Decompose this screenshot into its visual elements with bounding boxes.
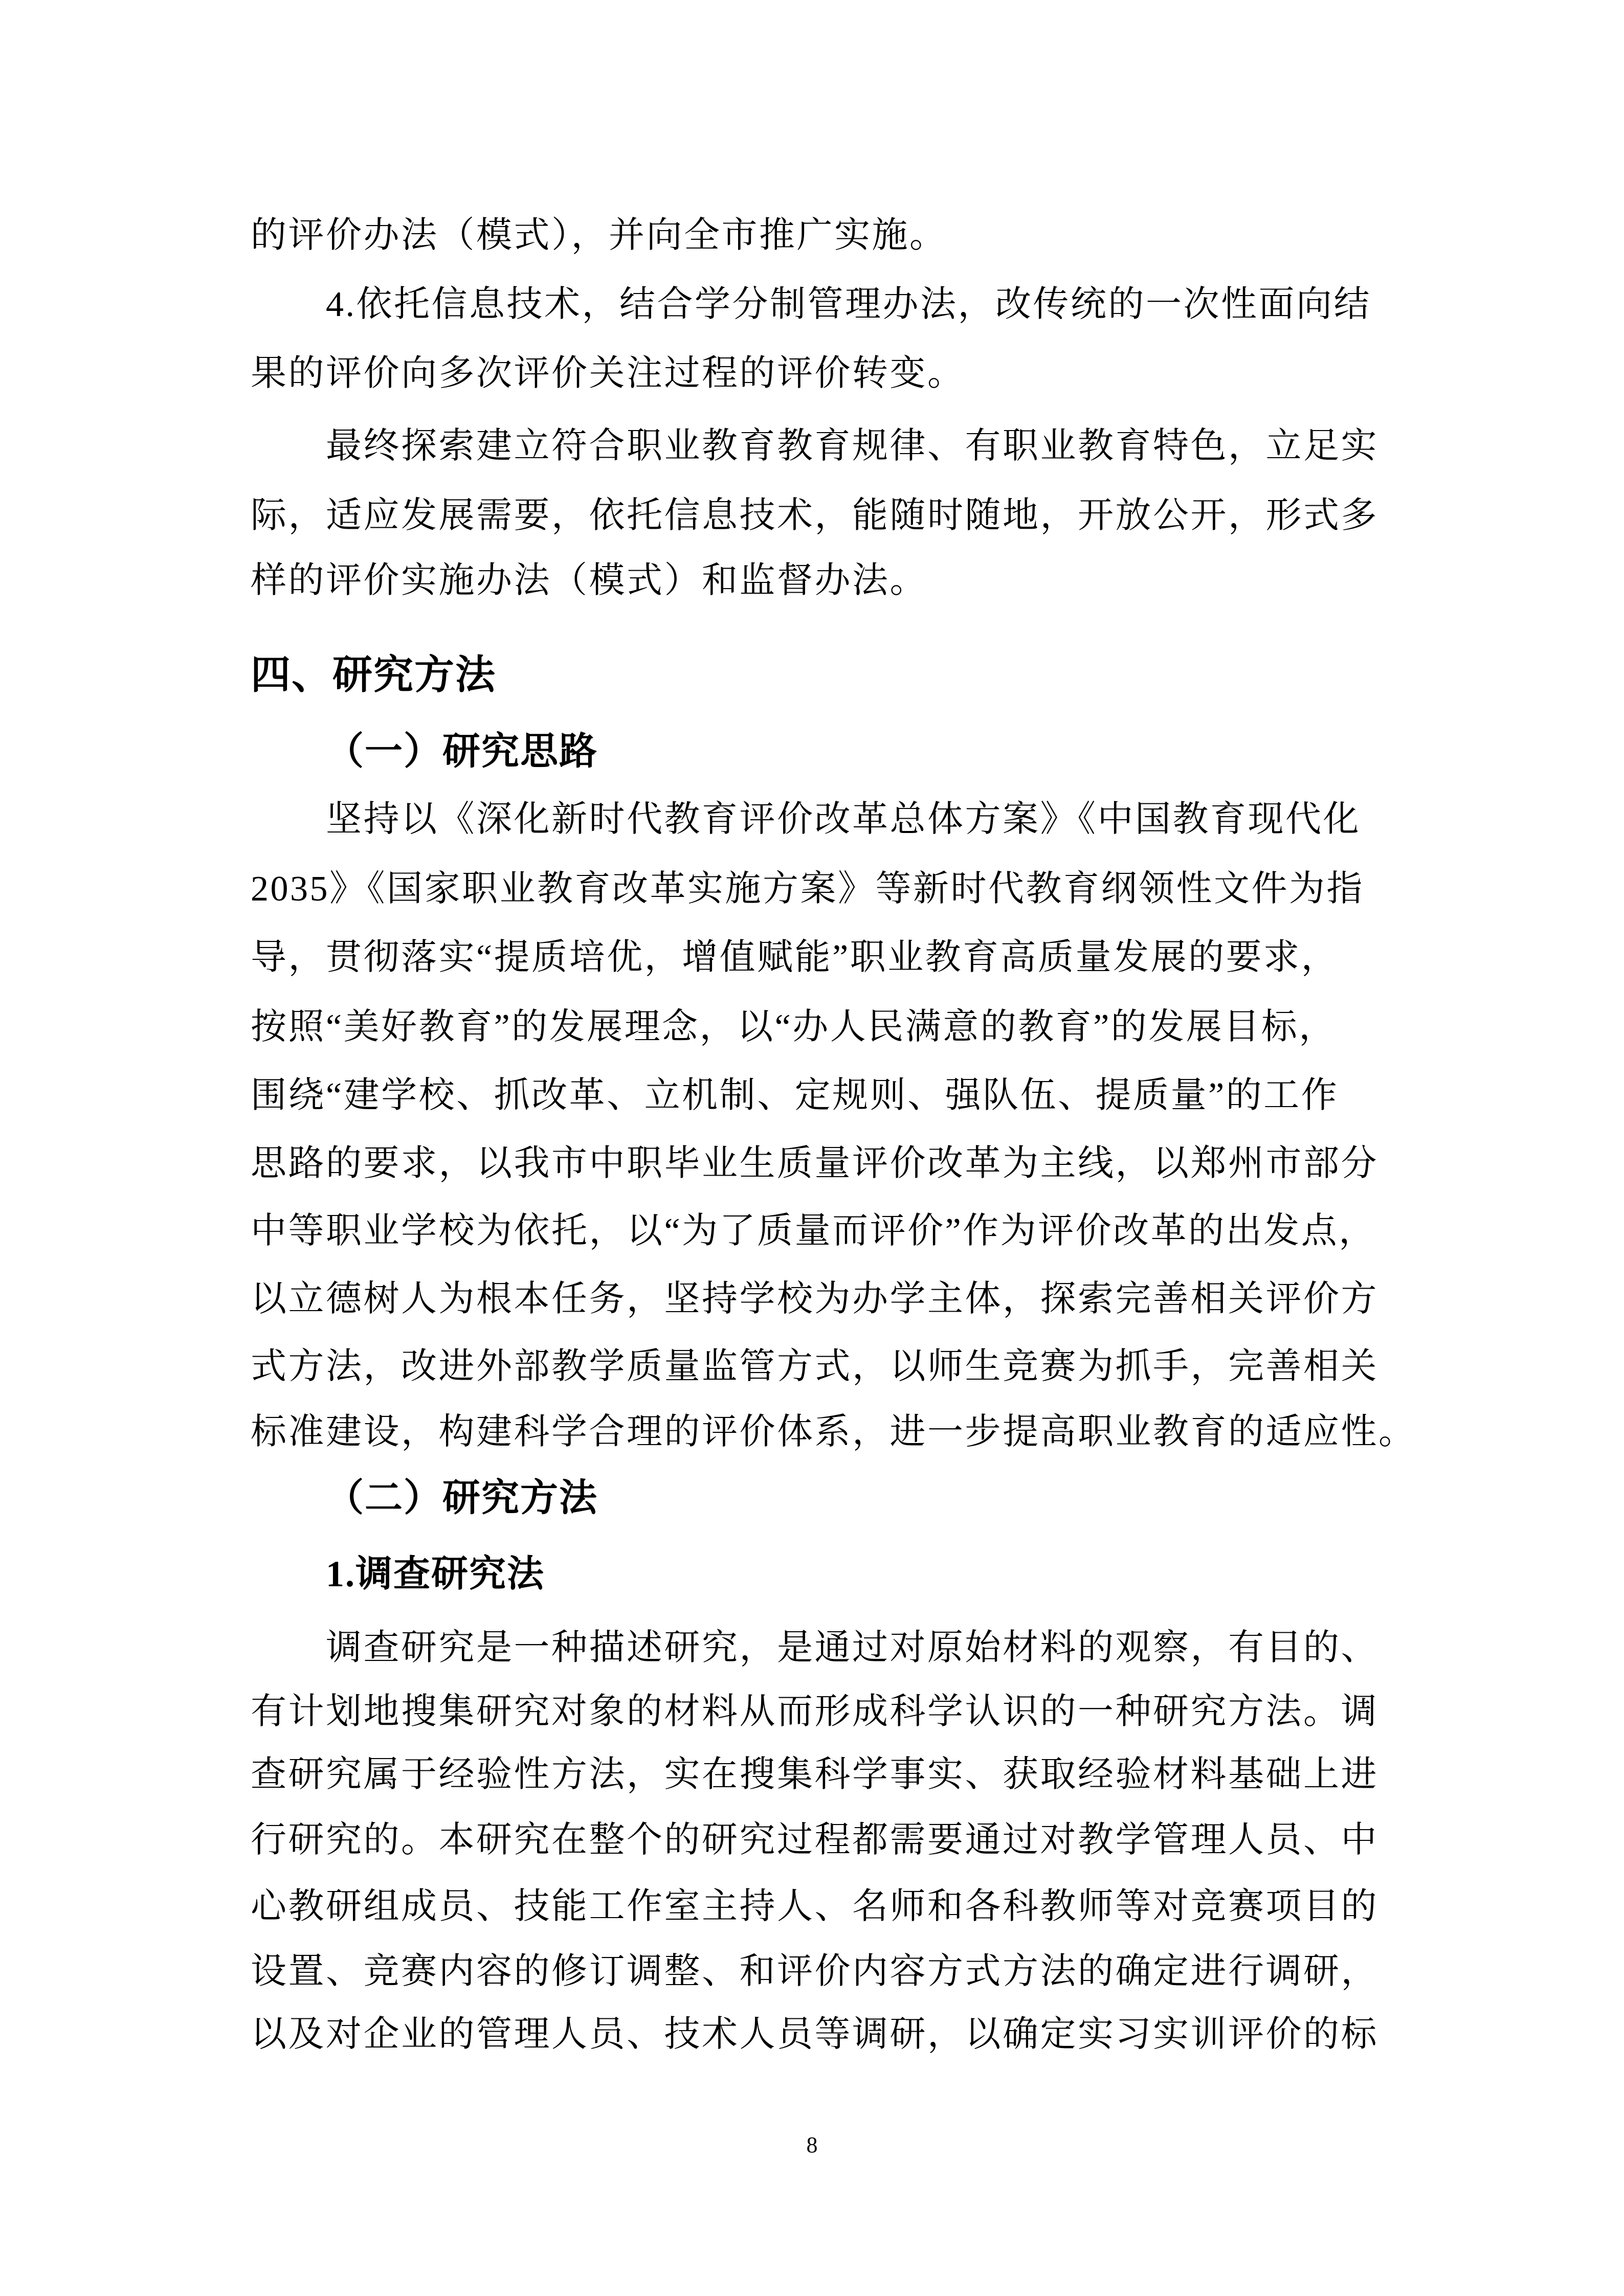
subsection-heading-research-methods: （二）研究方法 [326,1477,598,1519]
body-text-line: 标准建设，构建科学合理的评价体系，进一步提高职业教育的适应性。 [251,1412,1416,1452]
body-text-line: 查研究属于经验性方法，实在搜集科学事实、获取经验材料基础上进 [251,1755,1378,1794]
body-text-line: 行研究的。本研究在整个的研究过程都需要通过对教学管理人员、中 [251,1820,1378,1860]
body-text-line: 2035》《国家职业教育改革实施方案》等新时代教育纲领性文件为指 [251,869,1364,909]
body-text-line: 4.依托信息技术，结合学分制管理办法，改传统的一次性面向结 [326,285,1371,324]
body-text-line: 调查研究是一种描述研究，是通过对原始材料的观察，有目的、 [326,1628,1378,1668]
body-text-line: 按照“美好教育”的发展理念，以“办人民满意的教育”的发展目标， [251,1007,1337,1047]
body-text-line: 心教研组成员、技能工作室主持人、名师和各科教师等对竞赛项目的 [251,1887,1378,1926]
body-text-line: 样的评价实施办法（模式）和监督办法。 [251,561,927,600]
body-text-line: 果的评价向多次评价关注过程的评价转变。 [251,354,965,393]
body-text-line: 以及对企业的管理人员、技术人员等调研，以确定实习实训评价的标 [251,2015,1378,2054]
body-text-line: 有计划地搜集研究对象的材料从而形成科学认识的一种研究方法。调 [251,1692,1378,1731]
body-text-line: 际，适应发展需要，依托信息技术，能随时随地，开放公开，形式多 [251,496,1378,535]
page-number: 8 [806,2132,818,2157]
body-text-line: 思路的要求，以我市中职毕业生质量评价改革为主线，以郑州市部分 [251,1144,1378,1183]
body-text-line: 最终探索建立符合职业教育教育规律、有职业教育特色，立足实 [326,426,1378,466]
body-text-line: 设置、竞赛内容的修订调整、和评价内容方式方法的确定进行调研， [251,1952,1378,1991]
subheading-survey-research-method: 1.调查研究法 [326,1554,545,1594]
subsection-heading-research-approach: （一）研究思路 [326,731,598,773]
document-content [251,0,1416,2296]
section-heading-research-methods: 四、研究方法 [251,652,497,697]
body-text-line: 的评价办法（模式），并向全市推广实施。 [251,216,947,255]
body-text-line: 以立德树人为根本任务，坚持学校为办学主体，探索完善相关评价方 [251,1279,1378,1319]
body-text-line: 坚持以《深化新时代教育评价改革总体方案》《中国教育现代化 [326,800,1361,839]
body-text-line: 中等职业学校为依托，以“为了质量而评价”作为评价改革的出发点， [251,1211,1376,1251]
body-text-line: 式方法，改进外部教学质量监管方式，以师生竞赛为抓手，完善相关 [251,1347,1378,1386]
body-text-line: 围绕“建学校、抓改革、立机制、定规则、强队伍、提质量”的工作 [251,1076,1339,1115]
body-text-line: 导，贯彻落实“提质培优，增值赋能”职业教育高质量发展的要求， [251,938,1339,977]
